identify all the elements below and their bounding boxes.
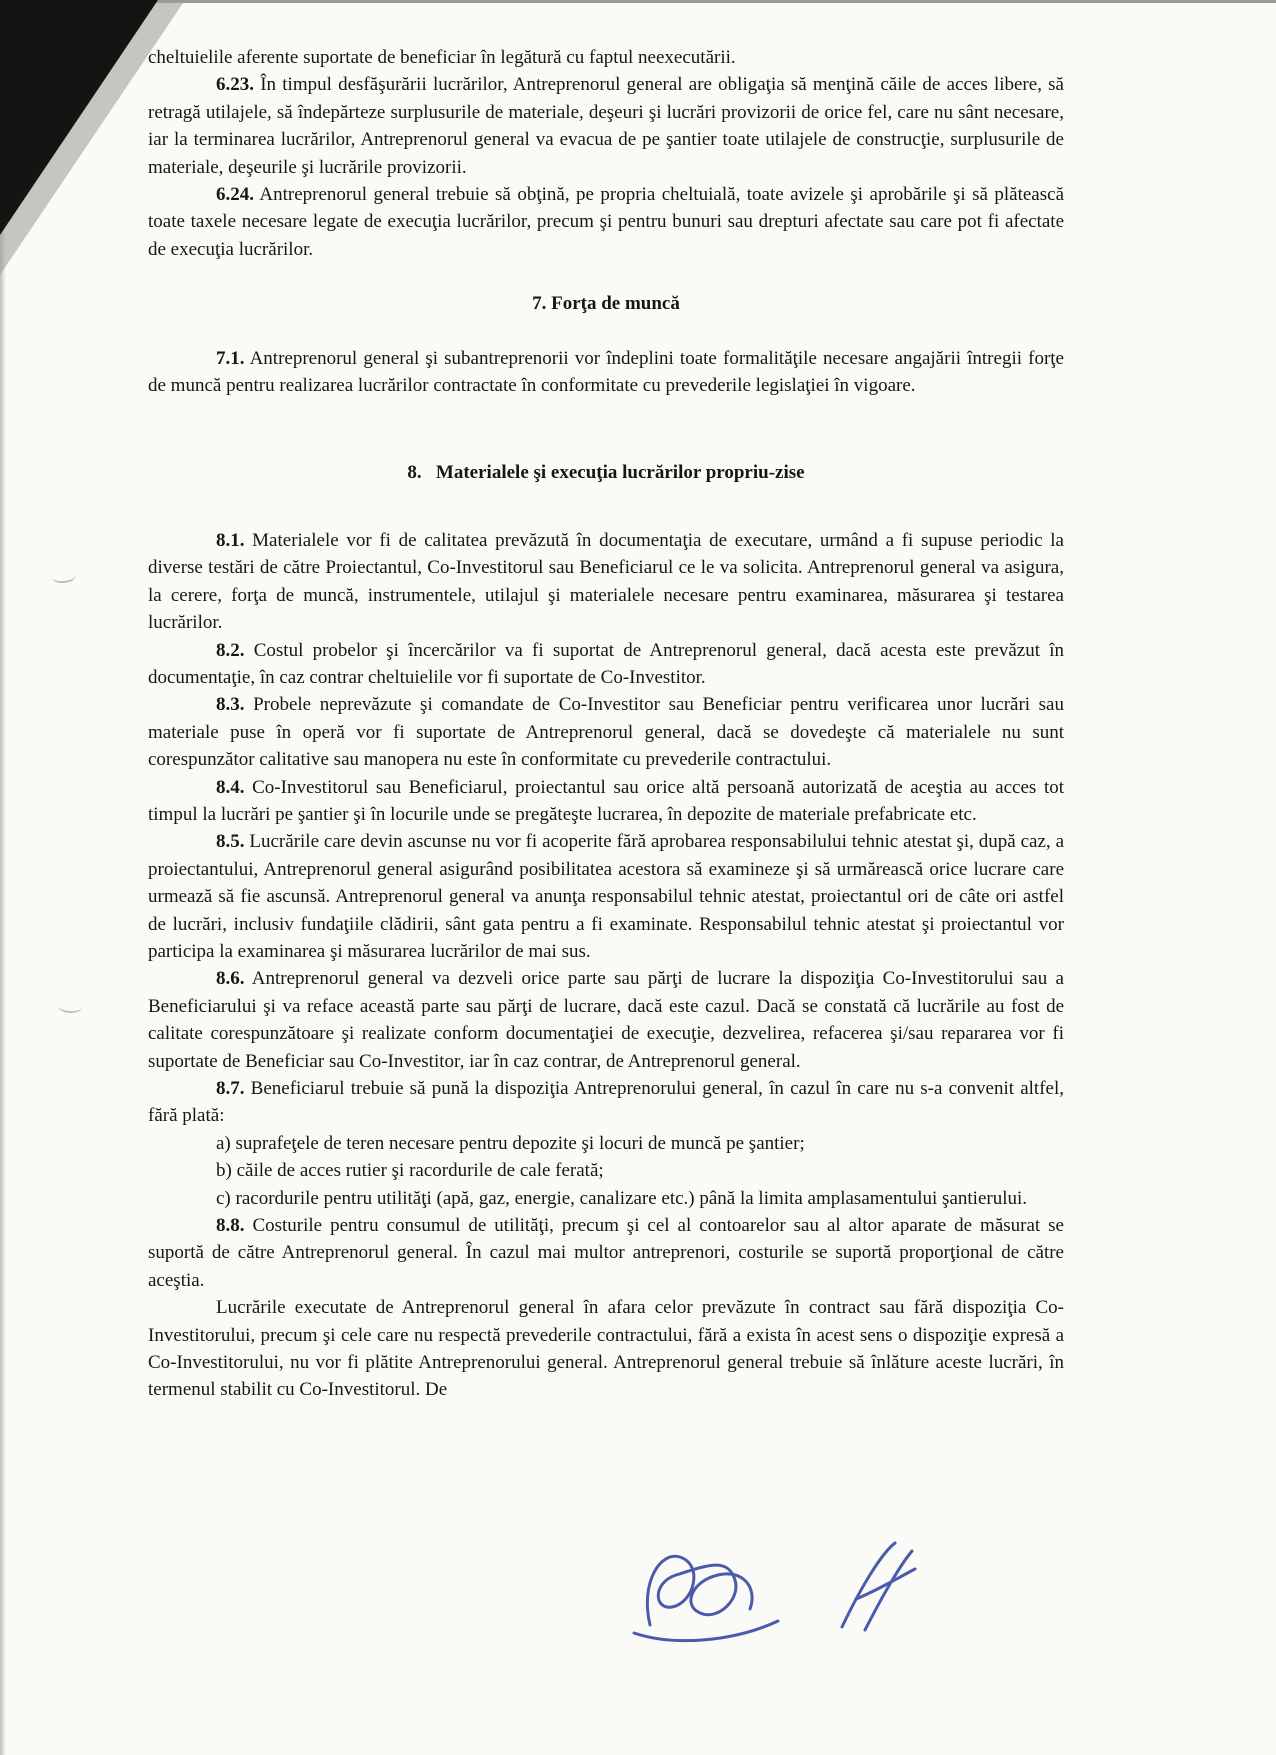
item-text: căile de acces rutier şi racordurile de cale ferată; [231,1160,604,1182]
clause-text: Lucrările care devin ascunse nu vor fi acoperite fără aprobarea responsabilului tehnic atestat şi, după caz, a proiectantului, Antreprenorul general asigurând posibilitatea acestora să examineze şi să urmărească orice lucrare care urmează să fie ascunsă. Antreprenorul general va anunţa responsabilul tehnic atestat, proiectantul ori de câte ori astfel de lucrări, inclusiv fundaţiile clădirii, sânt gata pentru a fi examinate. Responsabilul tehnic atestat şi proiectantul vor participa la examinarea şi măsurarea lucrărilor de mai sus. [148,831,1064,962]
clause-text: Costurile pentru consumul de utilităţi, precum şi cel al contoarelor sau al altor aparate de măsurat se suportă de către Antreprenorul general. În cazul mai multor antreprenori, costurile se suportă proporţional de către aceştia. [148,1215,1064,1291]
clause-text: Co-Investitorul sau Beneficiarul, proiectantul sau orice altă persoană autorizată de aceştia au acces tot timpul la lucrări pe şantier şi în locurile unde se pregăteşte lucrarea, în depozite de materiale prefabricate etc. [148,776,1064,825]
clause-number: 6.23. [216,74,254,96]
clause-number: 8.3. [216,694,245,716]
item-letter: b) [216,1160,232,1182]
clause-text: În timpul desfăşurării lucrărilor, Antreprenorul general are obligaţia să menţină căile de acces libere, să retragă utilajele, să îndepărteze surplusurile de materiale, deşeuri şi lucrări provizorii de orice fel, care nu sânt necesare, iar la terminarea lucrărilor, Antreprenorul general va evacua de pe şantier toate utilajele de construcţie, surplusurile de materiale, deşeurile şi lucrările provizorii. [148,74,1064,178]
clause-number: 8.6. [216,968,245,990]
clause-8-7 [148,1075,1064,1130]
punch-mark [51,569,76,584]
section-heading-8: 8. Materialele şi execuţia lucrărilor propriu-zise [407,462,805,484]
signature-scribble-right-3 [856,1569,915,1599]
clause-text: Antreprenorul general şi subantreprenorii vor îndeplini toate formalităţile necesare angajării întregii forţe de muncă pentru realizarea lucrărilor contractate în conformitate cu prevederile legislaţiei în vigoare. [148,347,1064,397]
list-item-b [148,1157,1064,1184]
clause-8-4 [148,774,1064,829]
list-item-a [148,1130,1064,1157]
clause-number: 8.2. [216,639,245,661]
clause-6-23 [148,71,1064,181]
clause-text: Probele neprevăzute şi comandate de Co-Investitor sau Beneficiar pentru verificarea unor lucrări sau materiale puse în operă vor fi suportate de Antreprenorul general, dacă se dovedeşte că materialele nu sunt corespunzător calitative sau manopera nu este în conformitate cu prevederile contractului. [148,694,1064,771]
clause-text: Antreprenorul general trebuie să obţină, pe propria cheltuială, toate avizele şi aprobările şi să plătească toate taxele necesare legate de execuţia lucrărilor, precum şi pentru bunuri sau drepturi afectate sau care pot fi afectate de execuţia lucrărilor. [148,184,1064,260]
clause-7-1 [148,345,1064,400]
clause-text: Materialele vor fi de calitatea prevăzută în documentaţia de executare, urmând a fi supuse periodic la diverse testări de către Proiectantul, Co-Investitorul sau Beneficiarul ce le va solicita. Antreprenorul general va asigura, la cerere, forţa de muncă, instrumentele, utilajul şi materialele necesare pentru examinarea, măsurarea şi testarea lucrărilor. [148,529,1064,634]
signature-icon [620,1525,960,1675]
clause-text: Costul probelor şi încercărilor va fi suportat de Antreprenorul general, dacă acesta este prevăzut în documentaţie, în caz contrar cheltuielile vor fi suportate de Co-Investitor. [148,639,1064,688]
clause-text: Lucrările executate de Antreprenorul general în afara celor prevăzute în contract sau fără dispoziţia Co-Investitorului, precum şi cele care nu respectă prevederile contractului, fără a exista în acest sens o dispoziţie expresă a Co-Investitorului, nu vor fi plătite Antreprenorului general. Antreprenorul general trebuie să înlăture aceste lucrări, în termenul stabilit cu Co-Investitorul. De [148,1297,1064,1401]
document-page [148,44,1064,1404]
paragraph-continuation [148,44,1064,71]
clause-number: 8.7. [216,1078,245,1099]
punch-mark [58,999,83,1014]
clause-8-2 [148,637,1064,692]
closing-paragraph [148,1294,1064,1404]
signature-block [620,1525,960,1675]
section-heading-7: 7. Forţa de muncă [532,293,680,315]
clause-8-1 [148,527,1064,637]
list-item-c [148,1185,1064,1212]
clause-8-6 [148,965,1064,1075]
clause-number: 8.1. [216,529,245,551]
clause-8-3 [148,691,1064,773]
item-letter: c) [216,1187,231,1209]
clause-text: Beneficiarul trebuie să pună la dispoziţia Antreprenorului general, în cazul în care nu s-a convenit altfel, fără plată: [148,1078,1064,1127]
clause-number: 7.1. [216,347,245,369]
clause-8-5 [148,828,1064,965]
clause-number: 8.8. [216,1215,245,1237]
item-text: racordurile pentru utilităţi (apă, gaz, energie, canalizare etc.) până la limita amplasamentului şantierului. [230,1187,1028,1209]
signature-underline [634,1621,778,1641]
signature-scribble-right [842,1543,895,1627]
scan-edge-top [120,0,1276,3]
clause-text: Antreprenorul general va dezveli orice parte sau părţi de lucrare la dispoziţia Co-Investitorului sau a Beneficiarului şi va reface această parte sau părţi de lucrare, dacă este cazul. Dacă se constată că lucrările au fost de calitate corespunzătoare şi realizate conform documentaţiei de execuţie, dezvelirea, refacerea şi/sau repararea vor fi suportate de Beneficiar sau Co-Investitor, iar în caz contrar, de Antreprenorul general. [148,968,1064,1072]
item-letter: a) [216,1132,231,1154]
signature-scribble-left [647,1556,752,1625]
clause-number: 8.4. [216,776,245,798]
item-text: suprafeţele de teren necesare pentru depozite şi locuri de muncă pe şantier; [230,1132,805,1154]
clause-number: 8.5. [216,831,245,853]
clause-number: 6.24. [216,184,254,206]
clause-text: cheltuielile aferente suportate de beneficiar în legătură cu faptul neexecutării. [148,47,736,68]
clause-8-8 [148,1212,1064,1294]
clause-6-24 [148,181,1064,263]
signature-scribble-right-2 [865,1551,912,1630]
